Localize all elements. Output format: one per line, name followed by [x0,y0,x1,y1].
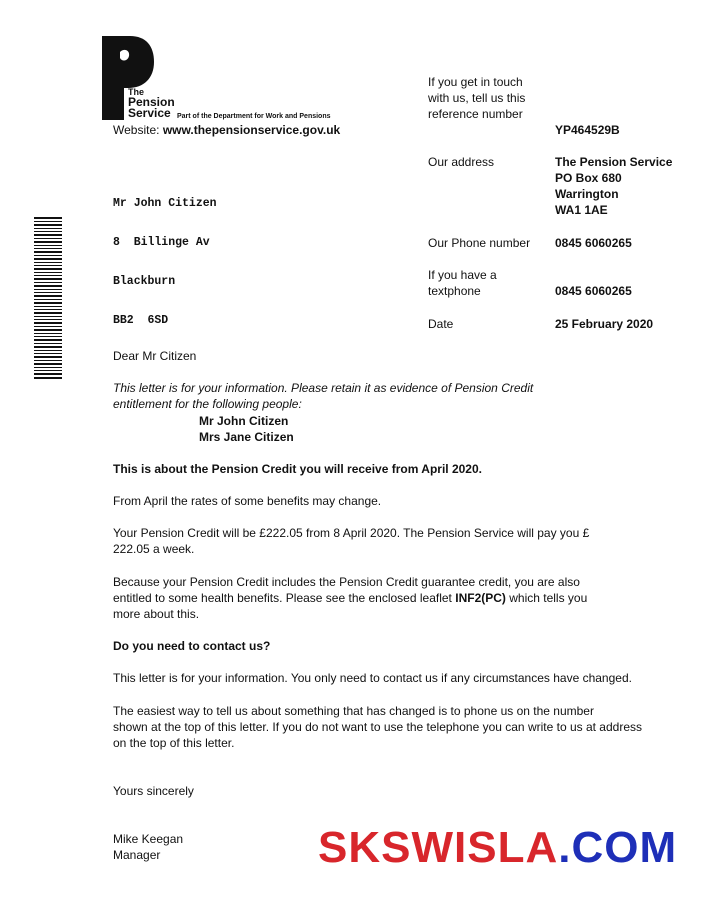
intro-line: entitlement for the following people: [113,397,302,411]
leaflet-code: INF2(PC) [455,591,506,605]
our-address-line: PO Box 680 [555,171,622,185]
heading-pension-credit: This is about the Pension Credit you will receive from April 2020. [113,462,482,476]
logo-name-line2: Pension [128,95,175,109]
paragraph-amount [113,525,673,557]
date-label: Date [428,317,454,331]
paragraph-line: on the top of this letter. [113,736,235,750]
entitled-people [199,413,294,445]
website-line [113,122,340,138]
our-address-line: WA1 1AE [555,203,608,217]
recipient-address [113,171,217,340]
logo-dept-text: Part of the Department for Work and Pensions [177,113,331,120]
paragraph-line: 222.05 a week. [113,542,195,556]
paragraph-info: This letter is for your information. You only need to contact us if any circumstances have changed. [113,671,632,685]
our-address-line: Warrington [555,187,619,201]
textphone-label [428,267,497,299]
letter-date: 25 February 2020 [555,317,654,331]
phone-number: 0845 6060265 [555,236,632,250]
our-address-line: The Pension Service [555,155,673,169]
pension-service-logo [102,36,362,120]
textphone-label-line: If you have a [428,268,497,282]
our-address-label: Our address [428,155,495,169]
watermark [318,823,678,872]
signatory-name: Mike Keegan [113,832,184,846]
paragraph-line: Because your Pension Credit includes the Pension Credit guarantee credit, you are also [113,575,580,589]
paragraph-text: which tells you [505,591,588,605]
paragraph-line: more about this. [113,607,200,621]
logo-name-line3: Service [128,106,171,120]
logo-name-line1: The [128,87,145,97]
reference-label [428,74,525,122]
reference-label-line: If you get in touch [428,75,523,89]
paragraph-contact [113,703,642,751]
phone-label: Our Phone number [428,236,531,250]
person-name: Mr John Citizen [199,414,289,428]
textphone-label-line: textphone [428,284,481,298]
address-line: BB2 6SD [113,314,169,327]
watermark-part1: SKSWISLA [318,823,559,872]
paragraph-text: entitled to some health benefits. Please see the enclosed leaflet [113,591,456,605]
paragraph-health-benefits [113,574,673,622]
signatory-title: Manager [113,848,161,862]
paragraph-line [113,590,673,606]
reference-number: YP464529B [555,123,620,137]
address-line: Mr John Citizen [113,197,217,210]
website-url[interactable]: www.thepensionservice.gov.uk [162,123,341,137]
reference-label-line: with us, tell us this [428,91,526,105]
our-address-value [555,154,672,218]
paragraph-line: Your Pension Credit will be £222.05 from 8 April 2020. The Pension Service will pay you £ [113,526,590,540]
intro-line: This letter is for your information. Please retain it as evidence of Pension Credit [113,381,534,395]
website-label: Website: [113,123,160,137]
salutation: Dear Mr Citizen [113,349,197,363]
postal-barcode [34,217,62,380]
reference-label-line: reference number [428,107,523,121]
paragraph-line: shown at the top of this letter. If you do not want to use the telephone you can write to us at address [113,720,642,734]
paragraph-line: The easiest way to tell us about something that has changed is to phone us on the number [113,704,594,718]
logo-name [128,88,175,119]
heading-contact: Do you need to contact us? [113,639,271,653]
signatory [113,831,183,863]
watermark-part2: .COM [558,823,678,872]
intro-paragraph [113,380,673,412]
address-line: 8 Billinge Av [113,236,210,249]
closing: Yours sincerely [113,784,194,798]
person-name: Mrs Jane Citizen [199,430,294,444]
address-line: Blackburn [113,275,176,288]
paragraph-rates: From April the rates of some benefits may change. [113,494,382,508]
textphone-number: 0845 6060265 [555,284,632,298]
